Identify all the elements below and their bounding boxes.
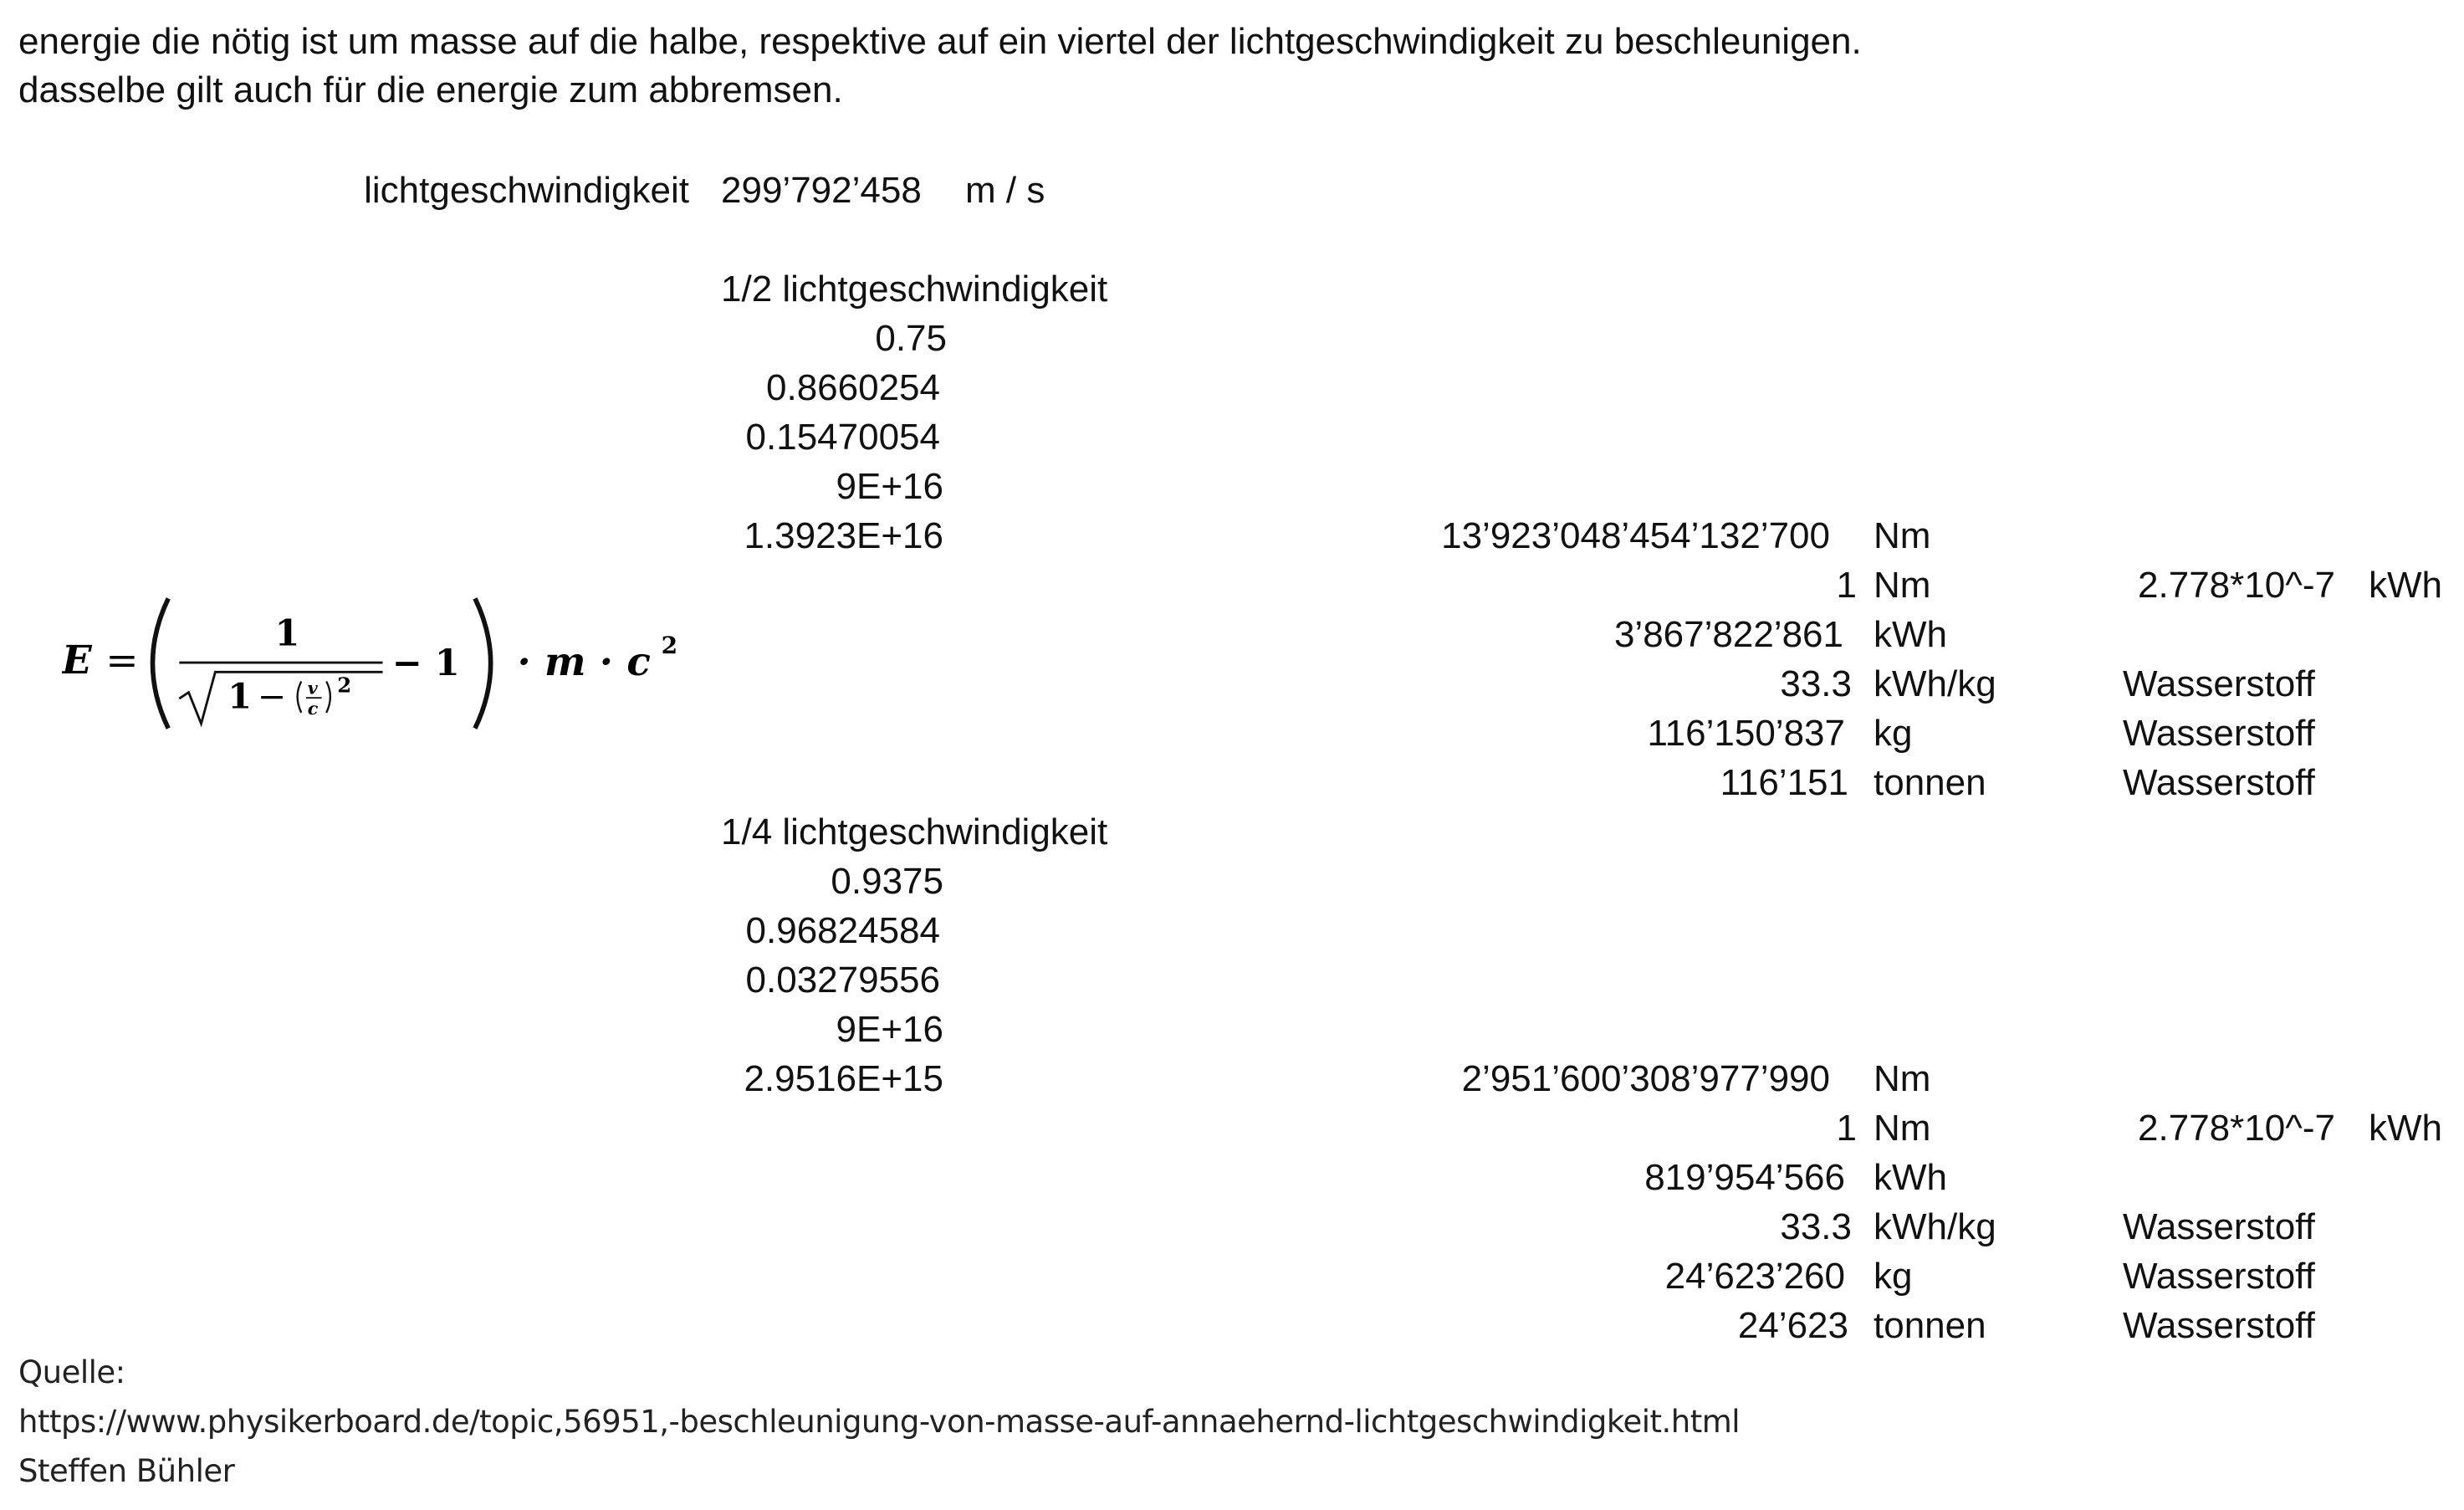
formula-tail: · m · c: [517, 639, 651, 686]
section-quarter-value: 9E+16: [836, 1009, 943, 1050]
result-note: Wasserstoff: [2123, 713, 2315, 754]
result-value: 13’923’048’454’132’700: [1441, 515, 1830, 556]
section-half-value: 0.75: [875, 318, 947, 359]
result-value: 24’623: [1737, 1305, 1848, 1346]
result-value: 1: [1836, 565, 1857, 606]
result-value: 116’151: [1720, 762, 1848, 803]
formula-radicand-minus: −: [257, 676, 287, 717]
result-unit: kg: [1874, 713, 1913, 754]
result-unit: kWh: [1874, 614, 1947, 655]
result-unit: tonnen: [1874, 762, 1986, 803]
result-value: 33.3: [1780, 1206, 1852, 1247]
formula-numerator: 1: [274, 612, 300, 655]
result-unit: Nm: [1874, 1108, 1931, 1149]
energy-formula-graphic: [62, 584, 681, 743]
right-paren-icon: [475, 598, 491, 728]
result-note-unit: kWh: [2369, 1108, 2442, 1149]
result-unit: tonnen: [1874, 1305, 1986, 1346]
speed-of-light-value: 299’792’458: [721, 170, 922, 211]
result-value: 1: [1836, 1108, 1857, 1149]
result-value: 819’954’566: [1644, 1157, 1845, 1198]
formula-radicand-one: 1: [227, 675, 252, 717]
result-value: 116’150’837: [1647, 713, 1845, 754]
formula-lhs: E: [62, 637, 92, 684]
result-note: Wasserstoff: [2123, 762, 2315, 803]
result-unit: kWh: [1874, 1157, 1947, 1198]
result-value: 33.3: [1780, 663, 1852, 704]
formula-v: v: [307, 678, 318, 699]
section-half-value: 0.8660254: [766, 367, 940, 408]
result-note: Wasserstoff: [2123, 1256, 2315, 1297]
section-half-value: 9E+16: [836, 466, 943, 507]
formula-equals: =: [105, 638, 139, 684]
result-note: 2.778*10^-7: [2138, 565, 2335, 606]
result-note: 2.778*10^-7: [2138, 1108, 2335, 1149]
inner-left-paren-icon: [298, 682, 302, 713]
intro-line-1: energie die nötig ist um masse auf die halbe, respektive auf ein viertel der lichtgeschwindigkeit zu beschleunigen.: [18, 21, 1862, 62]
section-quarter-value: 0.96824584: [745, 910, 940, 951]
result-value: 24’623’260: [1664, 1256, 1845, 1297]
result-value: 3’867’822’861: [1613, 614, 1843, 655]
section-half-title: 1/2 lichtgeschwindigkeit: [721, 269, 1108, 310]
formula-c: c: [307, 698, 319, 719]
section-quarter-value: 2.9516E+15: [744, 1058, 943, 1099]
formula-tail-square: 2: [661, 631, 678, 659]
source-author: Steffen Bühler: [18, 1453, 235, 1489]
result-unit: Nm: [1874, 1058, 1931, 1099]
result-note: Wasserstoff: [2123, 1305, 2315, 1346]
result-unit: Nm: [1874, 515, 1931, 556]
result-note: Wasserstoff: [2123, 1206, 2315, 1247]
formula-minus-one: − 1: [391, 642, 460, 685]
result-unit: kg: [1874, 1256, 1913, 1297]
section-quarter-value: 0.9375: [831, 861, 943, 902]
result-unit: Nm: [1874, 565, 1931, 606]
speed-of-light-unit: m / s: [965, 170, 1045, 211]
section-quarter-title: 1/4 lichtgeschwindigkeit: [721, 811, 1108, 852]
formula-inner-square: 2: [337, 673, 352, 698]
section-quarter-value: 0.03279556: [745, 960, 940, 1001]
result-unit: kWh/kg: [1874, 663, 1996, 704]
speed-of-light-label: lichtgeschwindigkeit: [364, 170, 689, 211]
result-unit: kWh/kg: [1874, 1206, 1996, 1247]
source-label: Quelle:: [18, 1354, 125, 1390]
result-note: Wasserstoff: [2123, 663, 2315, 704]
source-url: https://www.physikerboard.de/topic,56951,-beschleunigung-von-masse-auf-annaehernd-lichtgeschwindigkeit.html: [18, 1404, 1741, 1440]
intro-line-2: dasselbe gilt auch für die energie zum abbremsen.: [18, 69, 843, 110]
section-half-value: 0.15470054: [745, 417, 940, 458]
result-note-unit: kWh: [2369, 565, 2442, 606]
section-half-value: 1.3923E+16: [744, 515, 943, 556]
result-value: 2’951’600’308’977’990: [1461, 1058, 1830, 1099]
energy-formula: [62, 584, 681, 743]
inner-right-paren-icon: [326, 682, 330, 713]
left-paren-icon: [153, 598, 169, 728]
